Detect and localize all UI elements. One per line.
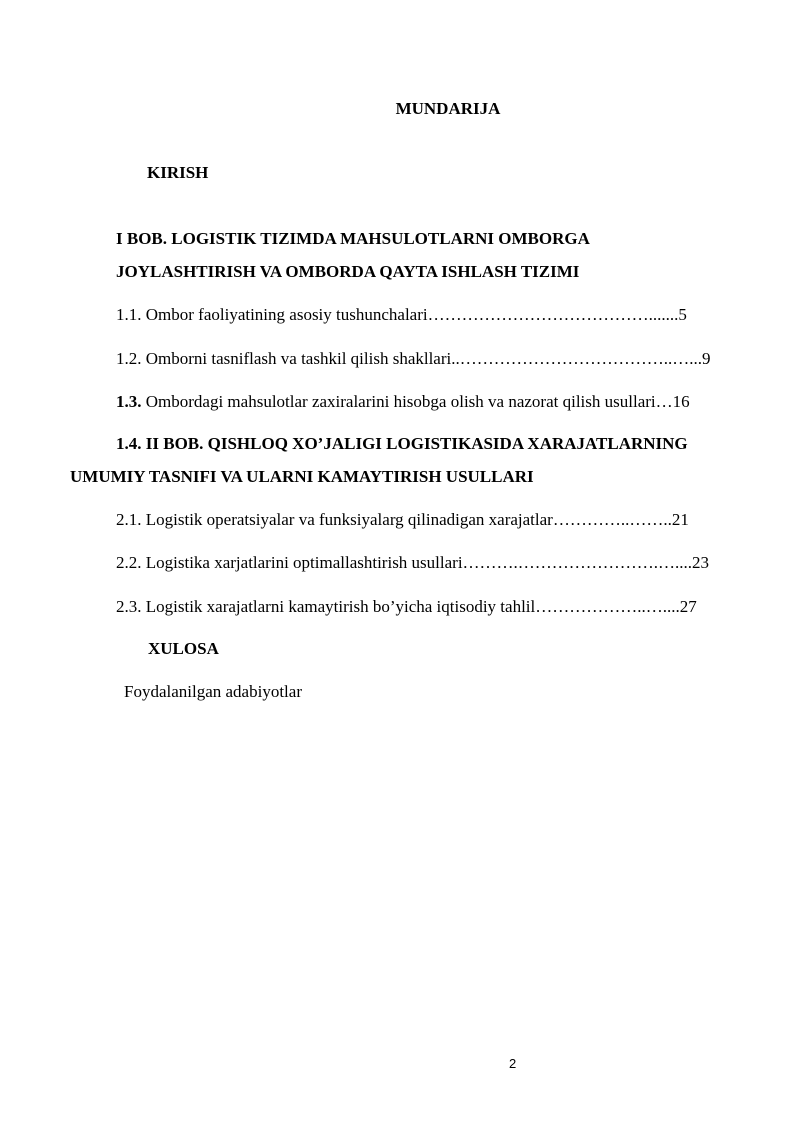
chapter2-heading-line2: UMUMIY TASNIFI VA ULARNI KAMAYTIRISH USULLARI bbox=[70, 467, 534, 486]
page-number: 2 bbox=[509, 1056, 517, 1071]
toc-entry-1-3 bbox=[116, 392, 690, 412]
toc-entry-1-1: 1.1. Ombor faoliyatining asosiy tushunchalari………………………………….......5 bbox=[116, 305, 687, 324]
toc-entry-2-1: 2.1. Logistik operatsiyalar va funksiyalarg qilinadigan xarajatlar…………..……..21 bbox=[116, 510, 689, 529]
chapter1-heading-line1: I BOB. LOGISTIK TIZIMDA MAHSULOTLARNI OMBORGA bbox=[116, 229, 590, 248]
toc-entry-number: 1.3. bbox=[116, 392, 142, 411]
toc-entry-2-3: 2.3. Logistik xarajatlarni kamaytirish bo’yicha iqtisodiy tahlil………………..…....27 bbox=[116, 597, 697, 616]
intro-heading: KIRISH bbox=[147, 163, 209, 182]
chapter1-heading-line2: JOYLASHTIRISH VA OMBORDA QAYTA ISHLASH TIZIMI bbox=[116, 262, 580, 281]
page-title: MUNDARIJA bbox=[395, 99, 501, 118]
toc-entry-2-2: 2.2. Logistika xarjatlarini optimallashtirish usullari……….…………………….…....23 bbox=[116, 553, 710, 572]
toc-entry-1-2: 1.2. Omborni tasniflash va tashkil qilish shakllari..………………………………..…...9 bbox=[116, 349, 711, 368]
chapter2-heading-line1: 1.4. II BOB. QISHLOQ XO’JALIGI LOGISTIKASIDA XARAJATLARNING bbox=[116, 434, 688, 453]
conclusion-heading: XULOSA bbox=[148, 639, 219, 658]
toc-entry-text: Ombordagi mahsulotlar zaxiralarini hisobga olish va nazorat qilish usullari…16 bbox=[141, 392, 690, 411]
references-heading: Foydalanilgan adabiyotlar bbox=[124, 682, 302, 701]
